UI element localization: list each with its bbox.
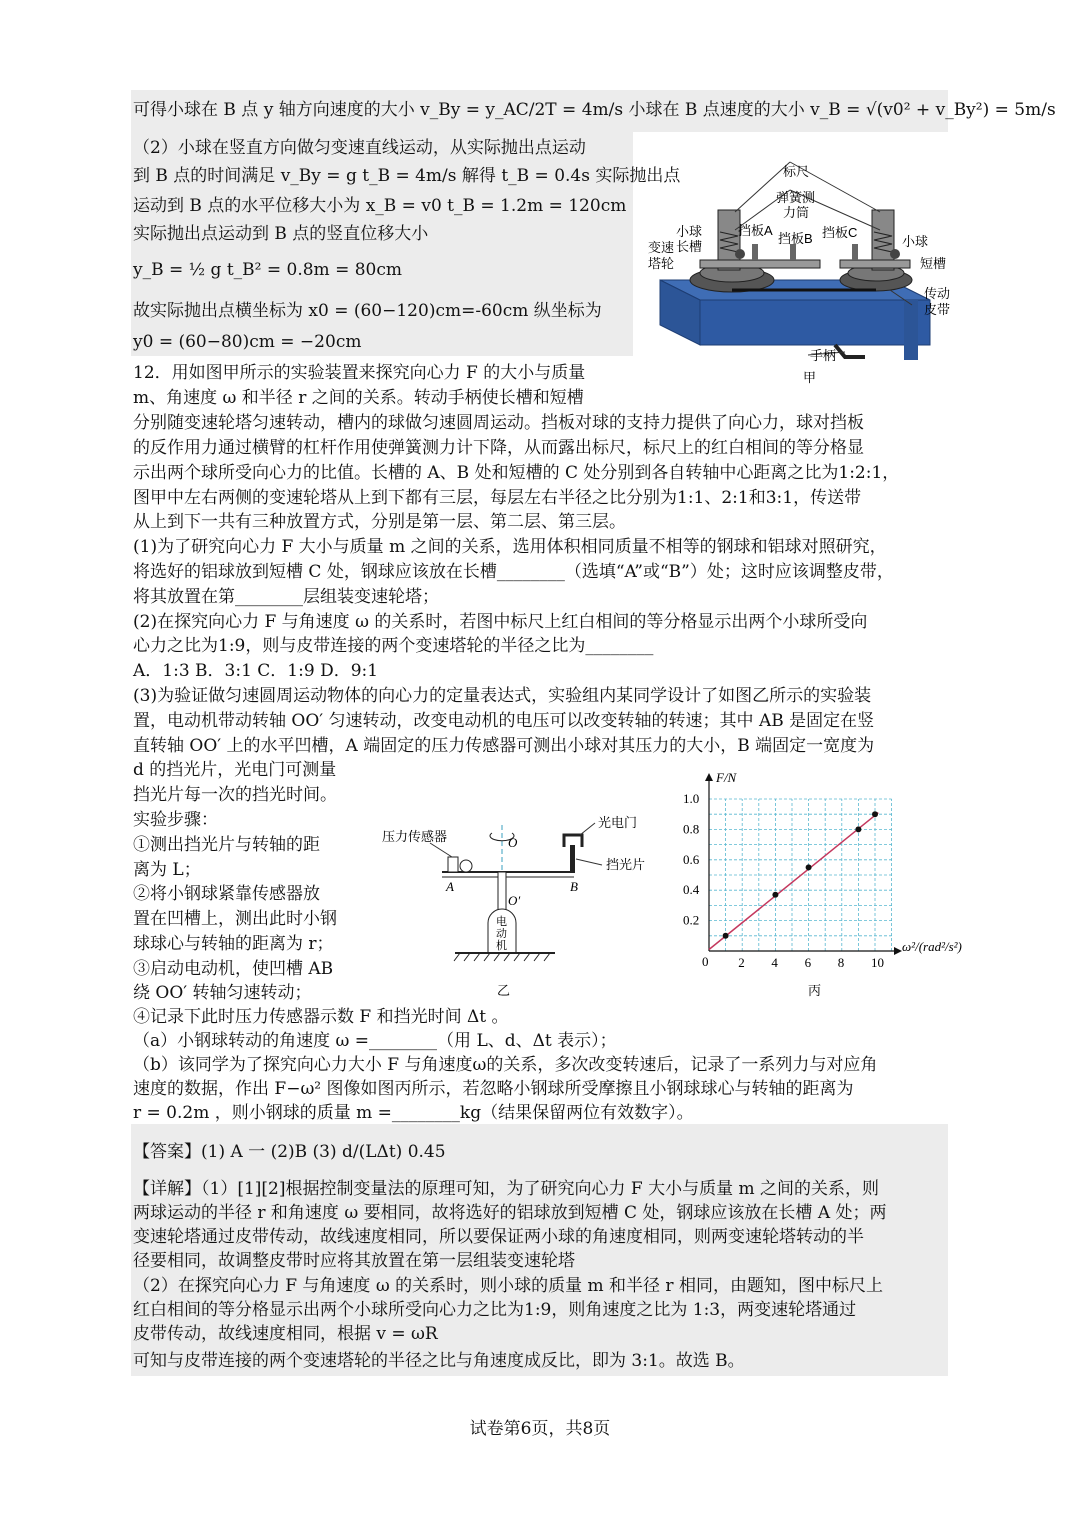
fig-caption: 甲 xyxy=(803,370,817,385)
leader xyxy=(576,859,602,865)
text-line: r = 0.2m ，则小钢球的质量 m =________kg（结果保留两位有效数字）。 xyxy=(133,1103,694,1123)
y-tick-label: 0.6 xyxy=(683,851,700,867)
fig-label: 挡板A xyxy=(738,223,773,238)
text-line: 置在凹槽上，测出此时小钢 xyxy=(133,909,337,929)
text-line: 速度的数据，作出 F−ω² 图像如图丙所示，若忽略小钢球所受摩擦且小钢球球心与转轴的距离为 xyxy=(133,1079,854,1099)
text-line: d 的挡光片，光电门可测量 xyxy=(133,760,337,780)
answer-line: 【答案】(1) A 一 (2)B (3) d/(LΔt) 0.45 xyxy=(133,1142,446,1162)
text-line: 两球运动的半径 r 和角速度 ω 要相同，故将选好的铝球放到短槽 C 处，钢球应该放在长槽 A 处；两 xyxy=(133,1203,887,1223)
text-line: 实验步骤： xyxy=(133,810,218,830)
text-line: 置，电动机带动转轴 OO′ 匀速转动，改变电动机的电压可以改变转轴的转速；其中 AB 是固定在竖 xyxy=(133,711,875,731)
fit-line xyxy=(709,813,878,950)
text-line: （a）小钢球转动的角速度 ω =________（用 L、d、Δt 表示）； xyxy=(133,1031,617,1051)
text-line: (2)在探究向心力 F 与角速度 ω 的关系时，若图中标尺上红白相间的等分格显示出两个小球所受向 xyxy=(133,612,868,632)
text-line: 图甲中左右两侧的变速轮塔从上到下都有三层，每层左右半径之比分别为1:1、2:1和3:1，传送带 xyxy=(133,488,862,508)
fig-label: 弹簧测 xyxy=(776,190,816,205)
origin-label: 0 xyxy=(702,954,709,969)
text-line: 分别随变速轮塔匀速转动，槽内的球做匀速圆周运动。挡板对球的支持力提供了向心力，球对挡板 xyxy=(133,413,864,433)
x-tick-label: 8 xyxy=(837,955,845,970)
y-axis-label: F/N xyxy=(716,770,737,785)
steel-ball xyxy=(460,860,472,872)
text-line: （b）该同学为了探究向心力大小 F 与角速度ω的关系，多次改变转速后，记录了一系列力与对应角 xyxy=(133,1055,878,1075)
text-line: 将其放置在第________层组装变速轮塔； xyxy=(133,587,439,607)
text-line: m、角速度 ω 和半径 r 之间的关系。转动手柄使长槽和短槽 xyxy=(133,388,584,408)
baffle-b xyxy=(790,244,796,260)
page-footer: 试卷第6页，共8页 xyxy=(469,1419,611,1439)
leader xyxy=(580,823,595,835)
fig-label: 挡板B xyxy=(778,231,813,246)
text-line: ③启动电动机，使凹槽 AB xyxy=(133,959,334,979)
text-line: 运动到 B 点的水平位移大小为 x_B = v0 t_B = 1.2m = 120cm xyxy=(133,196,627,216)
fig-label: 动 xyxy=(496,928,507,940)
text-line: 可知与皮带连接的两个变速塔轮的半径之比与角速度成反比，即为 3:1。故选 B。 xyxy=(133,1351,745,1371)
text-line: (1)为了研究向心力 F 大小与质量 m 之间的关系，选用体积相同质量不相等的钢球和铝球对照研究， xyxy=(133,537,887,557)
text-line: 皮带传动，故线速度相同，根据 v = ωR xyxy=(133,1324,438,1344)
text-line: (3)为验证做匀速圆周运动物体的向心力的定量表达式，实验组内某同学设计了如图乙所示的实验装 xyxy=(133,686,872,706)
fig-caption: 乙 xyxy=(497,983,511,998)
text-line: 的反作用力通过横臂的杠杆作用使弹簧测力计下降，从而露出标尺，标尺上的红白相间的等分格显 xyxy=(133,438,864,458)
text-line: 可得小球在 B 点 y 轴方向速度的大小 v_By = y_AC/2T = 4m/s 小球在 B 点速度的大小 v_B = √(v0² + v_By²) = 5m/s xyxy=(133,100,1056,120)
data-point xyxy=(772,892,778,898)
text-line: 挡光片每一次的挡光时间。 xyxy=(133,785,337,805)
text-line: 红白相间的等分格显示出两个小球所受向心力之比为1:9，则角速度之比为 1:3，两变速轮塔通过 xyxy=(133,1300,857,1320)
ball-right xyxy=(890,249,900,259)
text-line: 径要相同，故调整皮带时应将其放置在第一层组装变速轮塔 xyxy=(133,1251,575,1271)
text-line: y0 = (60−80)cm = −20cm xyxy=(133,332,362,352)
text-line: 示出两个球所受向心力的比值。长槽的 A、B 处和短槽的 C 处分别到各自转轴中心距离之比为1:2:1， xyxy=(133,463,900,483)
long-slot xyxy=(700,260,820,268)
chart-ticks xyxy=(683,791,884,970)
text-line: 【详解】（1）[1][2]根据控制变量法的原理可知，为了研究向心力 F 大小与质量 m 之间的关系，则 xyxy=(133,1179,880,1199)
data-point xyxy=(855,826,861,832)
baffle-c xyxy=(852,244,858,260)
fig-label: 塔轮 xyxy=(648,256,675,271)
fig-label: 电 xyxy=(496,916,507,928)
leader xyxy=(430,843,452,857)
fig-label: 小球 xyxy=(676,224,703,239)
y-tick-label: 0.4 xyxy=(683,882,700,898)
text-line: ④记录下此时压力传感器示数 F 和挡光时间 Δt 。 xyxy=(133,1007,509,1027)
fig-label: 短槽 xyxy=(920,256,947,271)
data-point xyxy=(872,811,878,817)
text-line: （2）小球在竖直方向做匀变速直线运动，从实际抛出点运动 xyxy=(133,138,586,158)
fig-label: 机 xyxy=(496,940,507,952)
fig-label: 手柄 xyxy=(810,348,837,363)
y-tick-label: 1.0 xyxy=(683,791,700,806)
y-axis-arrow-icon xyxy=(705,773,713,781)
fig-label: 长槽 xyxy=(676,239,703,254)
x-axis-arrow-icon xyxy=(894,947,902,955)
chart-marks xyxy=(709,811,878,949)
text-line: 绕 OO′ 转轴匀速转动； xyxy=(133,983,312,1003)
text-line: 实际抛出点运动到 B 点的竖直位移大小 xyxy=(133,224,429,244)
pressure-sensor xyxy=(448,857,458,872)
text-line: 12．用如图甲所示的实验装置来探究向心力 F 的大小与质量 xyxy=(133,363,586,383)
text-line: 球球心与转轴的距离为 r； xyxy=(133,934,334,954)
data-point xyxy=(806,864,812,870)
x-tick-label: 4 xyxy=(771,955,778,970)
figure-jia-apparatus xyxy=(640,140,960,385)
fig-label: 变速 xyxy=(648,240,675,255)
text-line: 心力之比为1:9，则与皮带连接的两个变速塔轮的半径之比为________ xyxy=(133,636,654,656)
base-leg xyxy=(904,300,918,360)
text-line: （2）在探究向心力 F 与角速度 ω 的关系时，则小球的质量 m 和半径 r 相同，由题知，图中标尺上 xyxy=(133,1276,883,1296)
x-axis-label: ω²/(rad²/s²) xyxy=(902,939,962,954)
fig-label: O xyxy=(508,835,518,850)
short-slot xyxy=(840,260,910,268)
text-line: ②将小钢球紧靠传感器放 xyxy=(133,884,320,904)
base-side xyxy=(700,300,930,345)
ball-left xyxy=(735,249,745,259)
x-tick-label: 6 xyxy=(804,955,812,970)
fig-label: 挡光片 xyxy=(606,857,646,872)
baffle-a xyxy=(752,244,758,260)
text-line: 离为 L； xyxy=(133,860,201,880)
x-tick-label: 10 xyxy=(871,955,884,970)
text-line: 变速轮塔通过皮带传动，故线速度相同，所以要保证两小球的角速度相同，则两变速轮塔转动的半 xyxy=(133,1227,864,1247)
text-line: A．1:3 B．3:1 C．1:9 D．9:1 xyxy=(133,661,379,681)
text-line: 故实际抛出点横坐标为 x0 = (60−120)cm=-60cm 纵坐标为 xyxy=(133,301,602,321)
crank-handle xyxy=(835,345,865,357)
text-line: 到 B 点的时间满足 v_By = g t_B = 4m/s 解得 t_B = 0.4s 实际抛出点 xyxy=(133,166,681,186)
fig-label: 小球 xyxy=(902,234,929,249)
figure-bing-chart xyxy=(680,768,990,1000)
data-point xyxy=(723,933,729,939)
shading-plate xyxy=(570,845,575,873)
y-tick-label: 0.2 xyxy=(683,912,700,928)
text-line: ①测出挡光片与转轴的距 xyxy=(133,835,320,855)
y-tick-label: 0.8 xyxy=(683,821,700,837)
x-tick-label: 2 xyxy=(738,955,745,970)
text-line: 从上到下一共有三种放置方式，分别是第一层、第二层、第三层。 xyxy=(133,512,626,532)
fig-label: 压力传感器 xyxy=(382,829,448,844)
text-line: 直转轴 OO′ 上的水平凹槽，A 端固定的压力传感器可测出小球对其压力的大小，B 端固定一宽度为 xyxy=(133,736,875,756)
chart-caption: 丙 xyxy=(808,983,822,998)
fig-label: O′ xyxy=(508,893,521,908)
ground-hatch xyxy=(454,953,550,961)
fig-label: A xyxy=(446,879,454,894)
fig-label: 皮带 xyxy=(924,302,951,317)
figure-yi-apparatus xyxy=(370,805,670,1000)
text-line: 将选好的铝球放到短槽 C 处，钢球应该放在长槽________（选填“A”或“B”）处；这时应该调整皮带， xyxy=(133,562,894,582)
fig-label: 标尺 xyxy=(783,164,810,179)
fig-label: 挡板C xyxy=(822,225,858,240)
fig-label: 传动 xyxy=(924,286,951,301)
fig-label: 力筒 xyxy=(783,205,810,220)
fig-label: 光电门 xyxy=(598,815,638,830)
shaft xyxy=(498,872,506,912)
fig-label: B xyxy=(570,879,578,894)
text-line: y_B = ½ g t_B² = 0.8m = 80cm xyxy=(133,260,402,280)
